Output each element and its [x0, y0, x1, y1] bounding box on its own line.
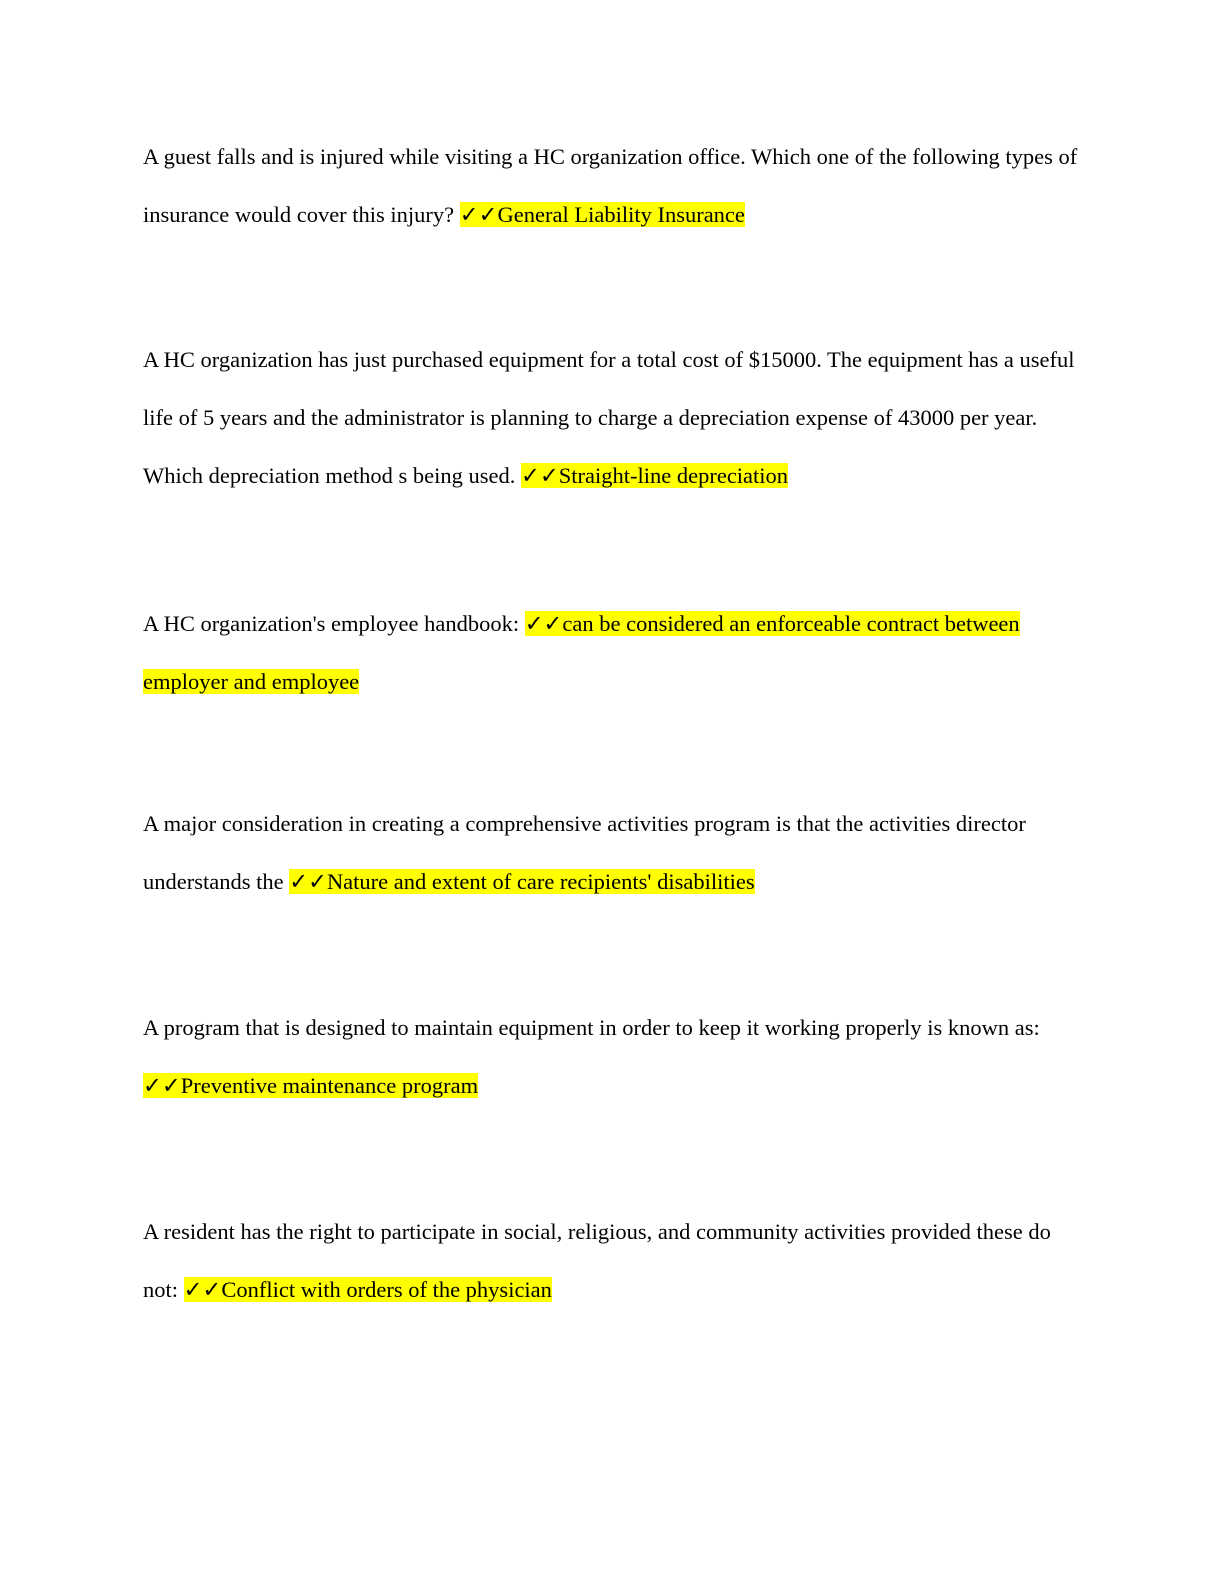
question-text: A program that is designed to maintain equipment in order to keep it working properly is known as:: [143, 1015, 1040, 1040]
answer-text: Conflict with orders of the physician: [221, 1277, 552, 1302]
qa-item: [143, 795, 1083, 911]
qa-item: [143, 331, 1083, 505]
double-check-icon: ✓✓: [521, 463, 559, 488]
double-check-icon: ✓✓: [459, 202, 498, 227]
qa-item: [143, 128, 1083, 244]
answer-text: Nature and extent of care recipients' disabilities: [326, 869, 755, 894]
double-check-icon: ✓✓: [524, 611, 563, 636]
double-check-icon: ✓✓: [183, 1277, 222, 1302]
qa-item: [143, 999, 1083, 1115]
answer-text: can be considered an enforceable contract between employer and employee: [143, 611, 1020, 694]
question-text: A resident has the right to participate in social, religious, and community activities provided these do not:: [143, 1219, 1051, 1302]
question-text: A HC organization's employee handbook:: [143, 611, 520, 636]
question-text: A HC organization has just purchased equipment for a total cost of $15000. The equipment has a useful life of 5 years and the administrator is planning to charge a depreciation expense of 43000 per year. Which depreciation method s being used.: [143, 347, 1075, 488]
highlighted-answer: [521, 463, 788, 488]
highlighted-answer: [184, 1277, 552, 1302]
qa-item: [143, 1203, 1083, 1319]
qa-item: [143, 595, 1083, 711]
answer-text: Preventive maintenance program: [180, 1073, 479, 1098]
highlighted-answer: [460, 202, 745, 227]
answer-text: Straight-line depreciation: [558, 463, 789, 488]
double-check-icon: ✓✓: [289, 869, 327, 894]
question-text: A major consideration in creating a comprehensive activities program is that the activities director understands the: [143, 811, 1026, 894]
highlighted-answer: [289, 869, 754, 894]
answer-text: General Liability Insurance: [497, 202, 745, 227]
double-check-icon: ✓✓: [143, 1073, 181, 1098]
question-text: A guest falls and is injured while visiting a HC organization office. Which one of the following types of insurance would cover this injury?: [143, 144, 1078, 227]
highlighted-answer: [143, 1073, 478, 1098]
